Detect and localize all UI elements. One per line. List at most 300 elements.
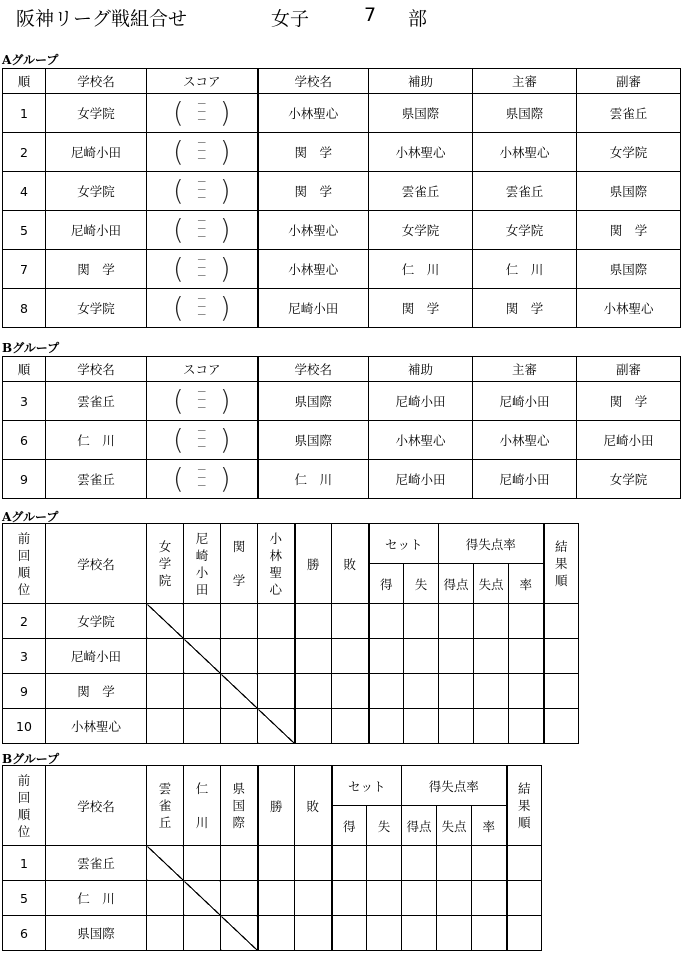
score-separator: －	[196, 271, 207, 282]
vertical-char: 県	[232, 781, 245, 796]
score-separator: －	[196, 263, 207, 274]
points-for-cell	[439, 604, 474, 639]
score-separator: －	[196, 473, 207, 484]
column-header: 学校名	[258, 69, 369, 94]
score-brackets	[147, 252, 257, 285]
school-name: 女学院	[46, 289, 147, 328]
column-header: 順	[3, 357, 46, 382]
score-cell	[147, 94, 258, 133]
result-header	[507, 766, 542, 846]
column-header: 学校名	[258, 357, 369, 382]
score-cell	[147, 382, 258, 421]
score-separator: －	[196, 387, 207, 398]
ratio-header: 率	[509, 564, 544, 604]
result-cell	[184, 846, 221, 881]
final-rank-cell	[507, 881, 542, 916]
bracket-open: (	[172, 174, 184, 207]
header-row	[3, 357, 681, 382]
bracket-close: )	[219, 462, 231, 495]
set-gain-cell	[369, 604, 404, 639]
result-header	[544, 524, 579, 604]
win-cell	[295, 709, 332, 744]
assist-team: 小林聖心	[369, 421, 473, 460]
win-cell	[258, 846, 295, 881]
vertical-char: 仁	[195, 781, 209, 796]
bracket-open: (	[172, 252, 184, 285]
school-header: 学校名	[46, 524, 147, 604]
header-row	[3, 766, 542, 806]
opponent-name: 小林聖心	[258, 94, 369, 133]
team-column-header	[147, 766, 184, 846]
opponent-name: 小林聖心	[258, 250, 369, 289]
result-cell	[221, 709, 258, 744]
set-loss-cell	[404, 674, 439, 709]
opponent-name: 県国際	[258, 382, 369, 421]
score-brackets	[147, 174, 257, 207]
bracket-close: )	[219, 291, 231, 324]
bracket-close: )	[219, 423, 231, 456]
set-gain-header: 得	[332, 806, 367, 846]
set-loss-cell	[367, 916, 402, 951]
score-separator: －	[196, 177, 207, 188]
self-match-cell	[147, 846, 184, 881]
points-for-cell	[402, 916, 437, 951]
set-loss-cell	[367, 881, 402, 916]
group-b-standings-label: Bグループ	[2, 752, 60, 766]
sub-referee: 県国際	[577, 250, 681, 289]
standings-row	[3, 639, 579, 674]
group-a-match-label: Aグループ	[2, 53, 59, 67]
bracket-close: )	[219, 384, 231, 417]
opponent-name: 仁 川	[258, 460, 369, 499]
school-header: 学校名	[46, 766, 147, 846]
prev-rank-header	[3, 524, 46, 604]
self-match-cell	[258, 709, 295, 744]
self-match-cell	[184, 639, 221, 674]
final-rank-cell	[544, 604, 579, 639]
score-separator: －	[196, 138, 207, 149]
standings-row	[3, 881, 542, 916]
set-loss-header: 失	[404, 564, 439, 604]
column-header: 学校名	[46, 357, 147, 382]
bracket-close: )	[219, 174, 231, 207]
score-cell	[147, 250, 258, 289]
score-separator: －	[196, 442, 207, 453]
vertical-char: 果	[554, 556, 568, 571]
prev-rank-header	[3, 766, 46, 846]
match-row	[3, 211, 681, 250]
opponent-name: 関 学	[258, 172, 369, 211]
sub-referee: 雲雀丘	[577, 94, 681, 133]
school-name: 尼崎小田	[46, 211, 147, 250]
result-cell	[147, 639, 184, 674]
set-loss-cell	[367, 846, 402, 881]
match-row	[3, 289, 681, 328]
sub-referee: 女学院	[577, 460, 681, 499]
sub-referee: 関 学	[577, 211, 681, 250]
points-against-header: 失点	[474, 564, 509, 604]
school-name: 仁 川	[46, 421, 147, 460]
result-cell	[184, 604, 221, 639]
bracket-open: (	[172, 96, 184, 129]
vertical-text	[258, 530, 294, 598]
column-header: 主審	[473, 357, 577, 382]
vertical-char: 聖	[269, 564, 282, 580]
standings-row	[3, 604, 579, 639]
header-row	[3, 69, 681, 94]
school-name: 県国際	[46, 916, 147, 951]
points-for-cell	[439, 709, 474, 744]
score-cell	[147, 460, 258, 499]
title-main: 阪神リーグ戦組合せ	[16, 8, 188, 30]
standings-row	[3, 846, 542, 881]
win-cell	[295, 674, 332, 709]
school-name: 尼崎小田	[46, 639, 147, 674]
result-cell	[147, 709, 184, 744]
lose-cell	[332, 709, 369, 744]
set-gain-cell	[369, 709, 404, 744]
vertical-char: 田	[195, 581, 209, 597]
prev-rank: 10	[3, 709, 46, 744]
match-number: 5	[3, 211, 46, 250]
vertical-text	[221, 538, 257, 589]
chief-referee: 尼崎小田	[473, 460, 577, 499]
bracket-close: )	[219, 213, 231, 246]
vertical-char: 雀	[158, 798, 172, 813]
school-name: 雲雀丘	[46, 846, 147, 881]
set-gain-cell	[369, 674, 404, 709]
vertical-char: 国	[232, 798, 245, 813]
vertical-char: 小	[269, 530, 282, 546]
team-column-header	[184, 524, 221, 604]
group-a-match-table	[2, 68, 681, 328]
school-name: 雲雀丘	[46, 382, 147, 421]
score-brackets	[147, 423, 257, 456]
score-separator: －	[196, 465, 207, 476]
score-separator: －	[196, 216, 207, 227]
vertical-char: 小	[195, 564, 209, 580]
column-header: 補助	[369, 69, 473, 94]
set-header: セット	[332, 766, 402, 806]
vertical-char: 雲	[158, 781, 172, 796]
match-number: 8	[3, 289, 46, 328]
school-name: 女学院	[46, 94, 147, 133]
title-division: 部	[408, 8, 428, 30]
points-for-cell	[439, 674, 474, 709]
vertical-char: 院	[158, 573, 172, 588]
score-separator: －	[196, 224, 207, 235]
assist-team: 仁 川	[369, 250, 473, 289]
match-row	[3, 460, 681, 499]
match-row	[3, 250, 681, 289]
vertical-char: 尼	[195, 530, 209, 546]
points-against-cell	[474, 639, 509, 674]
column-header: 順	[3, 69, 46, 94]
set-gain-cell	[369, 639, 404, 674]
prev-rank: 9	[3, 674, 46, 709]
match-row	[3, 94, 681, 133]
vertical-char: 回	[17, 547, 31, 563]
set-header: セット	[369, 524, 439, 564]
score-separator: －	[196, 302, 207, 313]
vertical-text	[147, 538, 183, 589]
point-ratio-header: 得失点率	[402, 766, 507, 806]
assist-team: 雲雀丘	[369, 172, 473, 211]
school-name: 女学院	[46, 172, 147, 211]
result-cell	[184, 709, 221, 744]
win-cell	[295, 639, 332, 674]
points-against-cell	[474, 674, 509, 709]
vertical-char: 順	[517, 815, 531, 830]
match-number: 4	[3, 172, 46, 211]
final-rank-cell	[507, 916, 542, 951]
self-match-cell	[221, 674, 258, 709]
score-separator: －	[196, 403, 207, 414]
opponent-name: 尼崎小田	[258, 289, 369, 328]
vertical-text	[545, 538, 579, 589]
bracket-open: (	[172, 135, 184, 168]
vertical-text	[3, 772, 45, 840]
result-cell	[221, 639, 258, 674]
vertical-char: 女	[158, 539, 172, 554]
score-separator: －	[196, 154, 207, 165]
match-number: 7	[3, 250, 46, 289]
prev-rank: 2	[3, 604, 46, 639]
sub-referee: 尼崎小田	[577, 421, 681, 460]
vertical-char: 丘	[158, 815, 172, 830]
chief-referee: 仁 川	[473, 250, 577, 289]
points-against-cell	[437, 846, 472, 881]
team-column-header	[221, 524, 258, 604]
standings-row	[3, 674, 579, 709]
ratio-cell	[472, 916, 507, 951]
group-a-standings-table	[2, 523, 579, 744]
set-loss-cell	[404, 639, 439, 674]
title-number: 7	[364, 4, 377, 26]
final-rank-cell	[544, 709, 579, 744]
team-column-header	[258, 524, 295, 604]
vertical-char: 心	[269, 581, 282, 597]
result-cell	[147, 674, 184, 709]
vertical-char: 崎	[195, 547, 209, 563]
result-cell	[147, 881, 184, 916]
header-row	[3, 524, 579, 564]
score-separator: －	[196, 107, 207, 118]
vertical-char: 学	[232, 573, 246, 588]
chief-referee: 県国際	[473, 94, 577, 133]
school-name: 雲雀丘	[46, 460, 147, 499]
chief-referee: 尼崎小田	[473, 382, 577, 421]
vertical-text	[3, 530, 45, 598]
ratio-cell	[509, 674, 544, 709]
point-ratio-header: 得失点率	[439, 524, 544, 564]
vertical-char: 前	[17, 530, 31, 546]
score-cell	[147, 172, 258, 211]
lose-cell	[295, 881, 332, 916]
school-name: 関 学	[46, 674, 147, 709]
final-rank-cell	[544, 639, 579, 674]
lose-header: 敗	[295, 766, 332, 846]
score-brackets	[147, 384, 257, 417]
score-separator: －	[196, 255, 207, 266]
match-number: 6	[3, 421, 46, 460]
school-name: 関 学	[46, 250, 147, 289]
result-cell	[258, 604, 295, 639]
ratio-cell	[472, 881, 507, 916]
prev-rank: 3	[3, 639, 46, 674]
group-b-match-table	[2, 356, 681, 499]
column-header: 副審	[577, 357, 681, 382]
set-loss-cell	[404, 604, 439, 639]
lose-header: 敗	[332, 524, 369, 604]
vertical-char: 位	[17, 823, 31, 839]
score-blank	[184, 428, 220, 452]
final-rank-cell	[544, 674, 579, 709]
ratio-cell	[509, 604, 544, 639]
points-for-cell	[402, 881, 437, 916]
column-header: 主審	[473, 69, 577, 94]
column-header: スコア	[147, 357, 258, 382]
result-cell	[184, 916, 221, 951]
final-rank-cell	[507, 846, 542, 881]
win-cell	[258, 916, 295, 951]
bracket-close: )	[219, 96, 231, 129]
school-name: 女学院	[46, 604, 147, 639]
score-cell	[147, 289, 258, 328]
group-b-match-label: Bグループ	[2, 341, 60, 355]
lose-cell	[295, 916, 332, 951]
assist-team: 小林聖心	[369, 133, 473, 172]
set-gain-cell	[332, 846, 367, 881]
sub-referee: 女学院	[577, 133, 681, 172]
ratio-cell	[472, 846, 507, 881]
bracket-close: )	[219, 135, 231, 168]
self-match-cell	[184, 881, 221, 916]
score-blank	[184, 179, 220, 203]
score-separator: －	[196, 193, 207, 204]
score-separator: －	[196, 99, 207, 110]
team-column-header	[147, 524, 184, 604]
points-for-header: 得点	[402, 806, 437, 846]
column-header: スコア	[147, 69, 258, 94]
set-loss-header: 失	[367, 806, 402, 846]
set-gain-cell	[332, 881, 367, 916]
school-name: 小林聖心	[46, 709, 147, 744]
vertical-char: 学	[158, 556, 172, 571]
column-header: 副審	[577, 69, 681, 94]
score-blank	[184, 389, 220, 413]
assist-team: 尼崎小田	[369, 460, 473, 499]
lose-cell	[332, 674, 369, 709]
points-against-cell	[437, 881, 472, 916]
score-separator: －	[196, 310, 207, 321]
score-separator: －	[196, 294, 207, 305]
match-number: 1	[3, 94, 46, 133]
vertical-char: 林	[269, 547, 282, 563]
team-column-header	[184, 766, 221, 846]
sub-referee: 県国際	[577, 172, 681, 211]
score-separator: －	[196, 426, 207, 437]
points-for-cell	[439, 639, 474, 674]
group-b-standings-table	[2, 765, 542, 951]
standings-row	[3, 916, 542, 951]
self-match-cell	[221, 916, 258, 951]
sub-referee: 小林聖心	[577, 289, 681, 328]
vertical-text	[221, 780, 257, 831]
result-cell	[221, 846, 258, 881]
school-name: 仁 川	[46, 881, 147, 916]
school-name: 尼崎小田	[46, 133, 147, 172]
result-cell	[221, 604, 258, 639]
score-brackets	[147, 135, 257, 168]
bracket-close: )	[219, 252, 231, 285]
assist-team: 関 学	[369, 289, 473, 328]
ratio-cell	[509, 639, 544, 674]
win-header: 勝	[295, 524, 332, 604]
vertical-char: 際	[232, 815, 245, 830]
score-separator: －	[196, 395, 207, 406]
result-cell	[258, 674, 295, 709]
opponent-name: 関 学	[258, 133, 369, 172]
opponent-name: 小林聖心	[258, 211, 369, 250]
vertical-char: 関	[232, 539, 246, 554]
score-cell	[147, 421, 258, 460]
vertical-char: 順	[17, 806, 31, 822]
win-header: 勝	[258, 766, 295, 846]
set-gain-header: 得	[369, 564, 404, 604]
self-match-cell	[147, 604, 184, 639]
points-against-header: 失点	[437, 806, 472, 846]
score-blank	[184, 467, 220, 491]
score-blank	[184, 140, 220, 164]
score-separator: －	[196, 146, 207, 157]
score-brackets	[147, 291, 257, 324]
prev-rank: 5	[3, 881, 46, 916]
prev-rank: 1	[3, 846, 46, 881]
ratio-cell	[509, 709, 544, 744]
chief-referee: 女学院	[473, 211, 577, 250]
chief-referee: 小林聖心	[473, 421, 577, 460]
score-brackets	[147, 462, 257, 495]
assist-team: 尼崎小田	[369, 382, 473, 421]
lose-cell	[295, 846, 332, 881]
standings-row	[3, 709, 579, 744]
match-row	[3, 172, 681, 211]
score-separator: －	[196, 185, 207, 196]
vertical-text	[147, 780, 183, 831]
vertical-char: 川	[195, 815, 209, 830]
vertical-char: 回	[17, 789, 31, 805]
score-brackets	[147, 96, 257, 129]
match-row	[3, 421, 681, 460]
match-row	[3, 382, 681, 421]
lose-cell	[332, 639, 369, 674]
vertical-char: 結	[517, 781, 531, 796]
chief-referee: 関 学	[473, 289, 577, 328]
bracket-open: (	[172, 423, 184, 456]
vertical-char: 順	[554, 573, 568, 588]
score-separator: －	[196, 232, 207, 243]
match-number: 2	[3, 133, 46, 172]
points-against-cell	[474, 604, 509, 639]
title-category: 女子	[271, 8, 310, 30]
points-against-cell	[437, 916, 472, 951]
chief-referee: 小林聖心	[473, 133, 577, 172]
vertical-char: 果	[517, 798, 531, 813]
bracket-open: (	[172, 213, 184, 246]
score-cell	[147, 133, 258, 172]
bracket-open: (	[172, 462, 184, 495]
